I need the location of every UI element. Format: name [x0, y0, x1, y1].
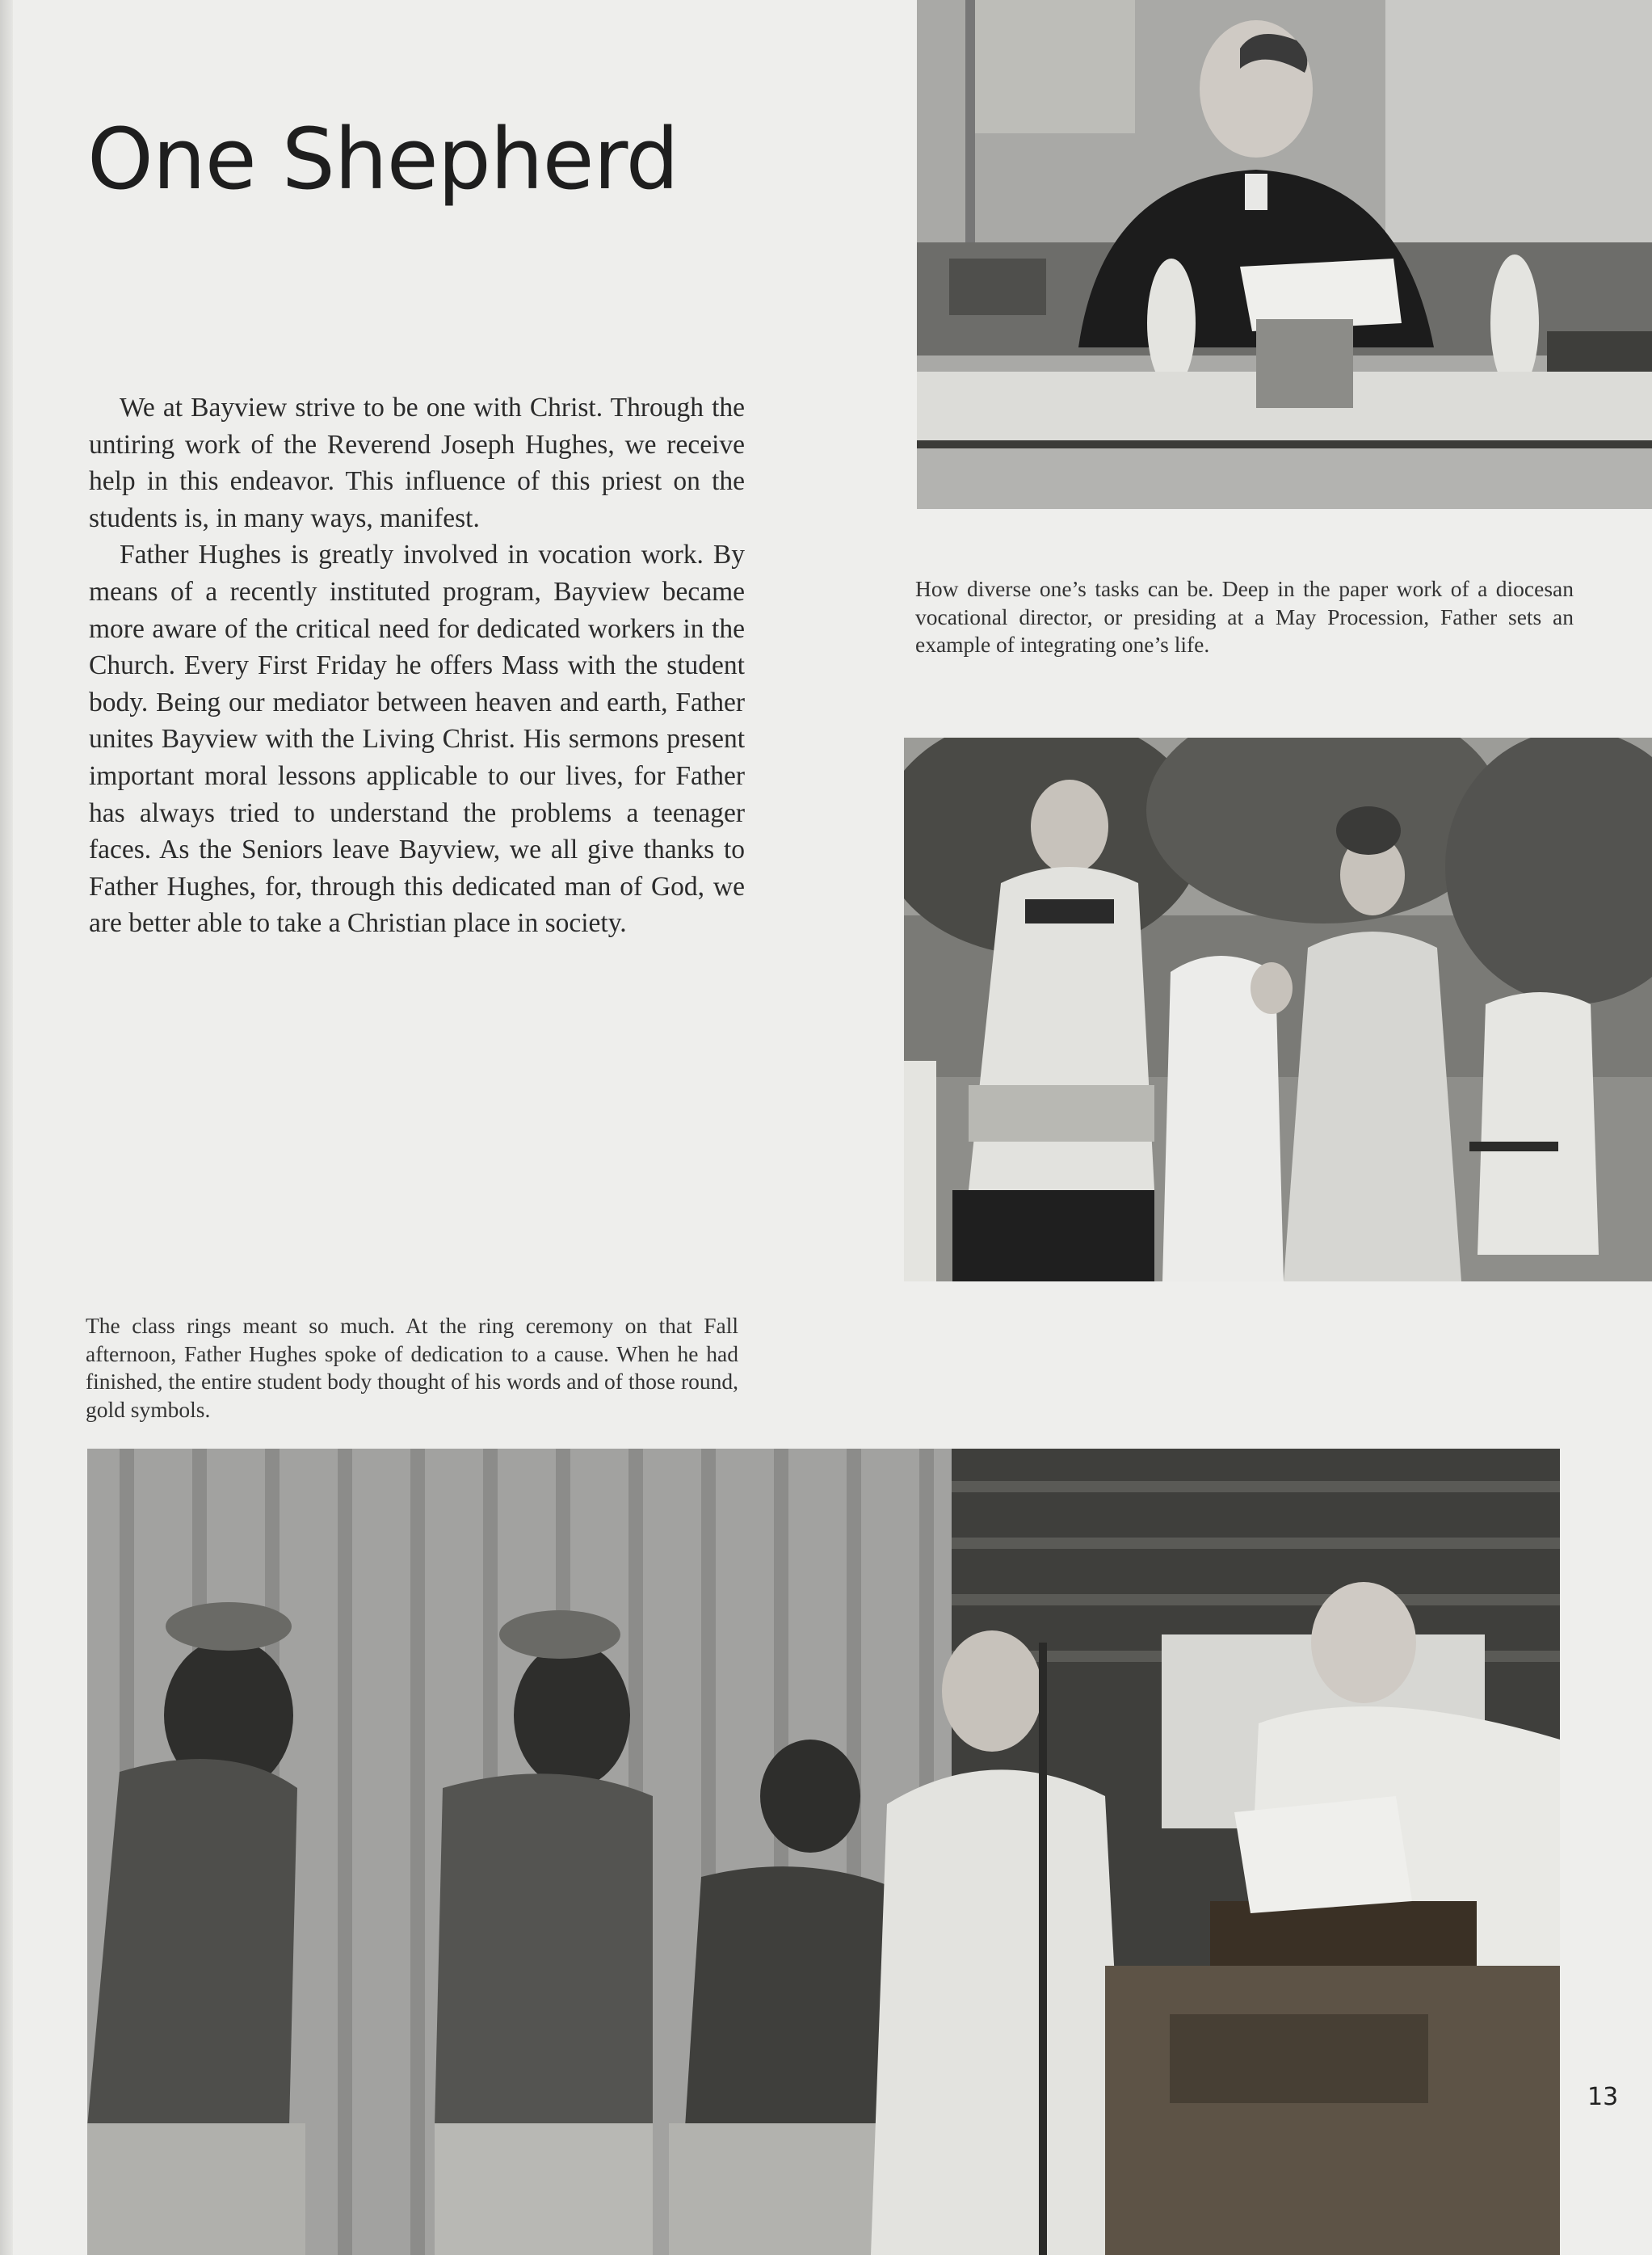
may-procession-photo — [904, 738, 1652, 1281]
page-title: One Shepherd — [87, 110, 679, 208]
ring-photo-caption: The class rings meant so much. At the ring ceremony on that Fall afternoon, Father Hughes spoke of dedication to a cause. When he had finished, the entire student body thought of his words and of those round, gold symbols. — [86, 1313, 738, 1422]
priest-at-desk-photo — [917, 0, 1652, 509]
ring-ceremony-photo — [87, 1449, 1560, 2255]
page-number: 13 — [1587, 2083, 1619, 2111]
body-paragraph-1: We at Bayview strive to be one with Christ. Through the untiring work of the Reverend Joseph Hughes, we receive help in this endeavor. This influence of this priest on the students is, in many ways, manifest. — [89, 393, 745, 533]
desk-photo-caption: How diverse one’s tasks can be. Deep in the paper work of a diocesan vocational director, or presiding at a May Procession, Father sets an example of integrating one’s life. — [915, 576, 1574, 657]
body-paragraph-2: Father Hughes is greatly involved in vocation work. By means of a recently instituted program, Bayview became more aware of the critical need for dedicated workers in the Church. Every First Friday he offers Mass with the student body. Being our mediator between heaven and earth, Father unites Bayview with the Living Christ. His sermons present important moral lessons applicable to our lives, for Father has always tried to understand the problems a teenager faces. As the Seniors leave Bayview, we all give thanks to Father Hughes, for, through this dedicated man of God, we are better able to take a Christian place in society. — [89, 540, 745, 939]
article-body — [89, 389, 745, 942]
page-binding-edge — [0, 0, 13, 2255]
